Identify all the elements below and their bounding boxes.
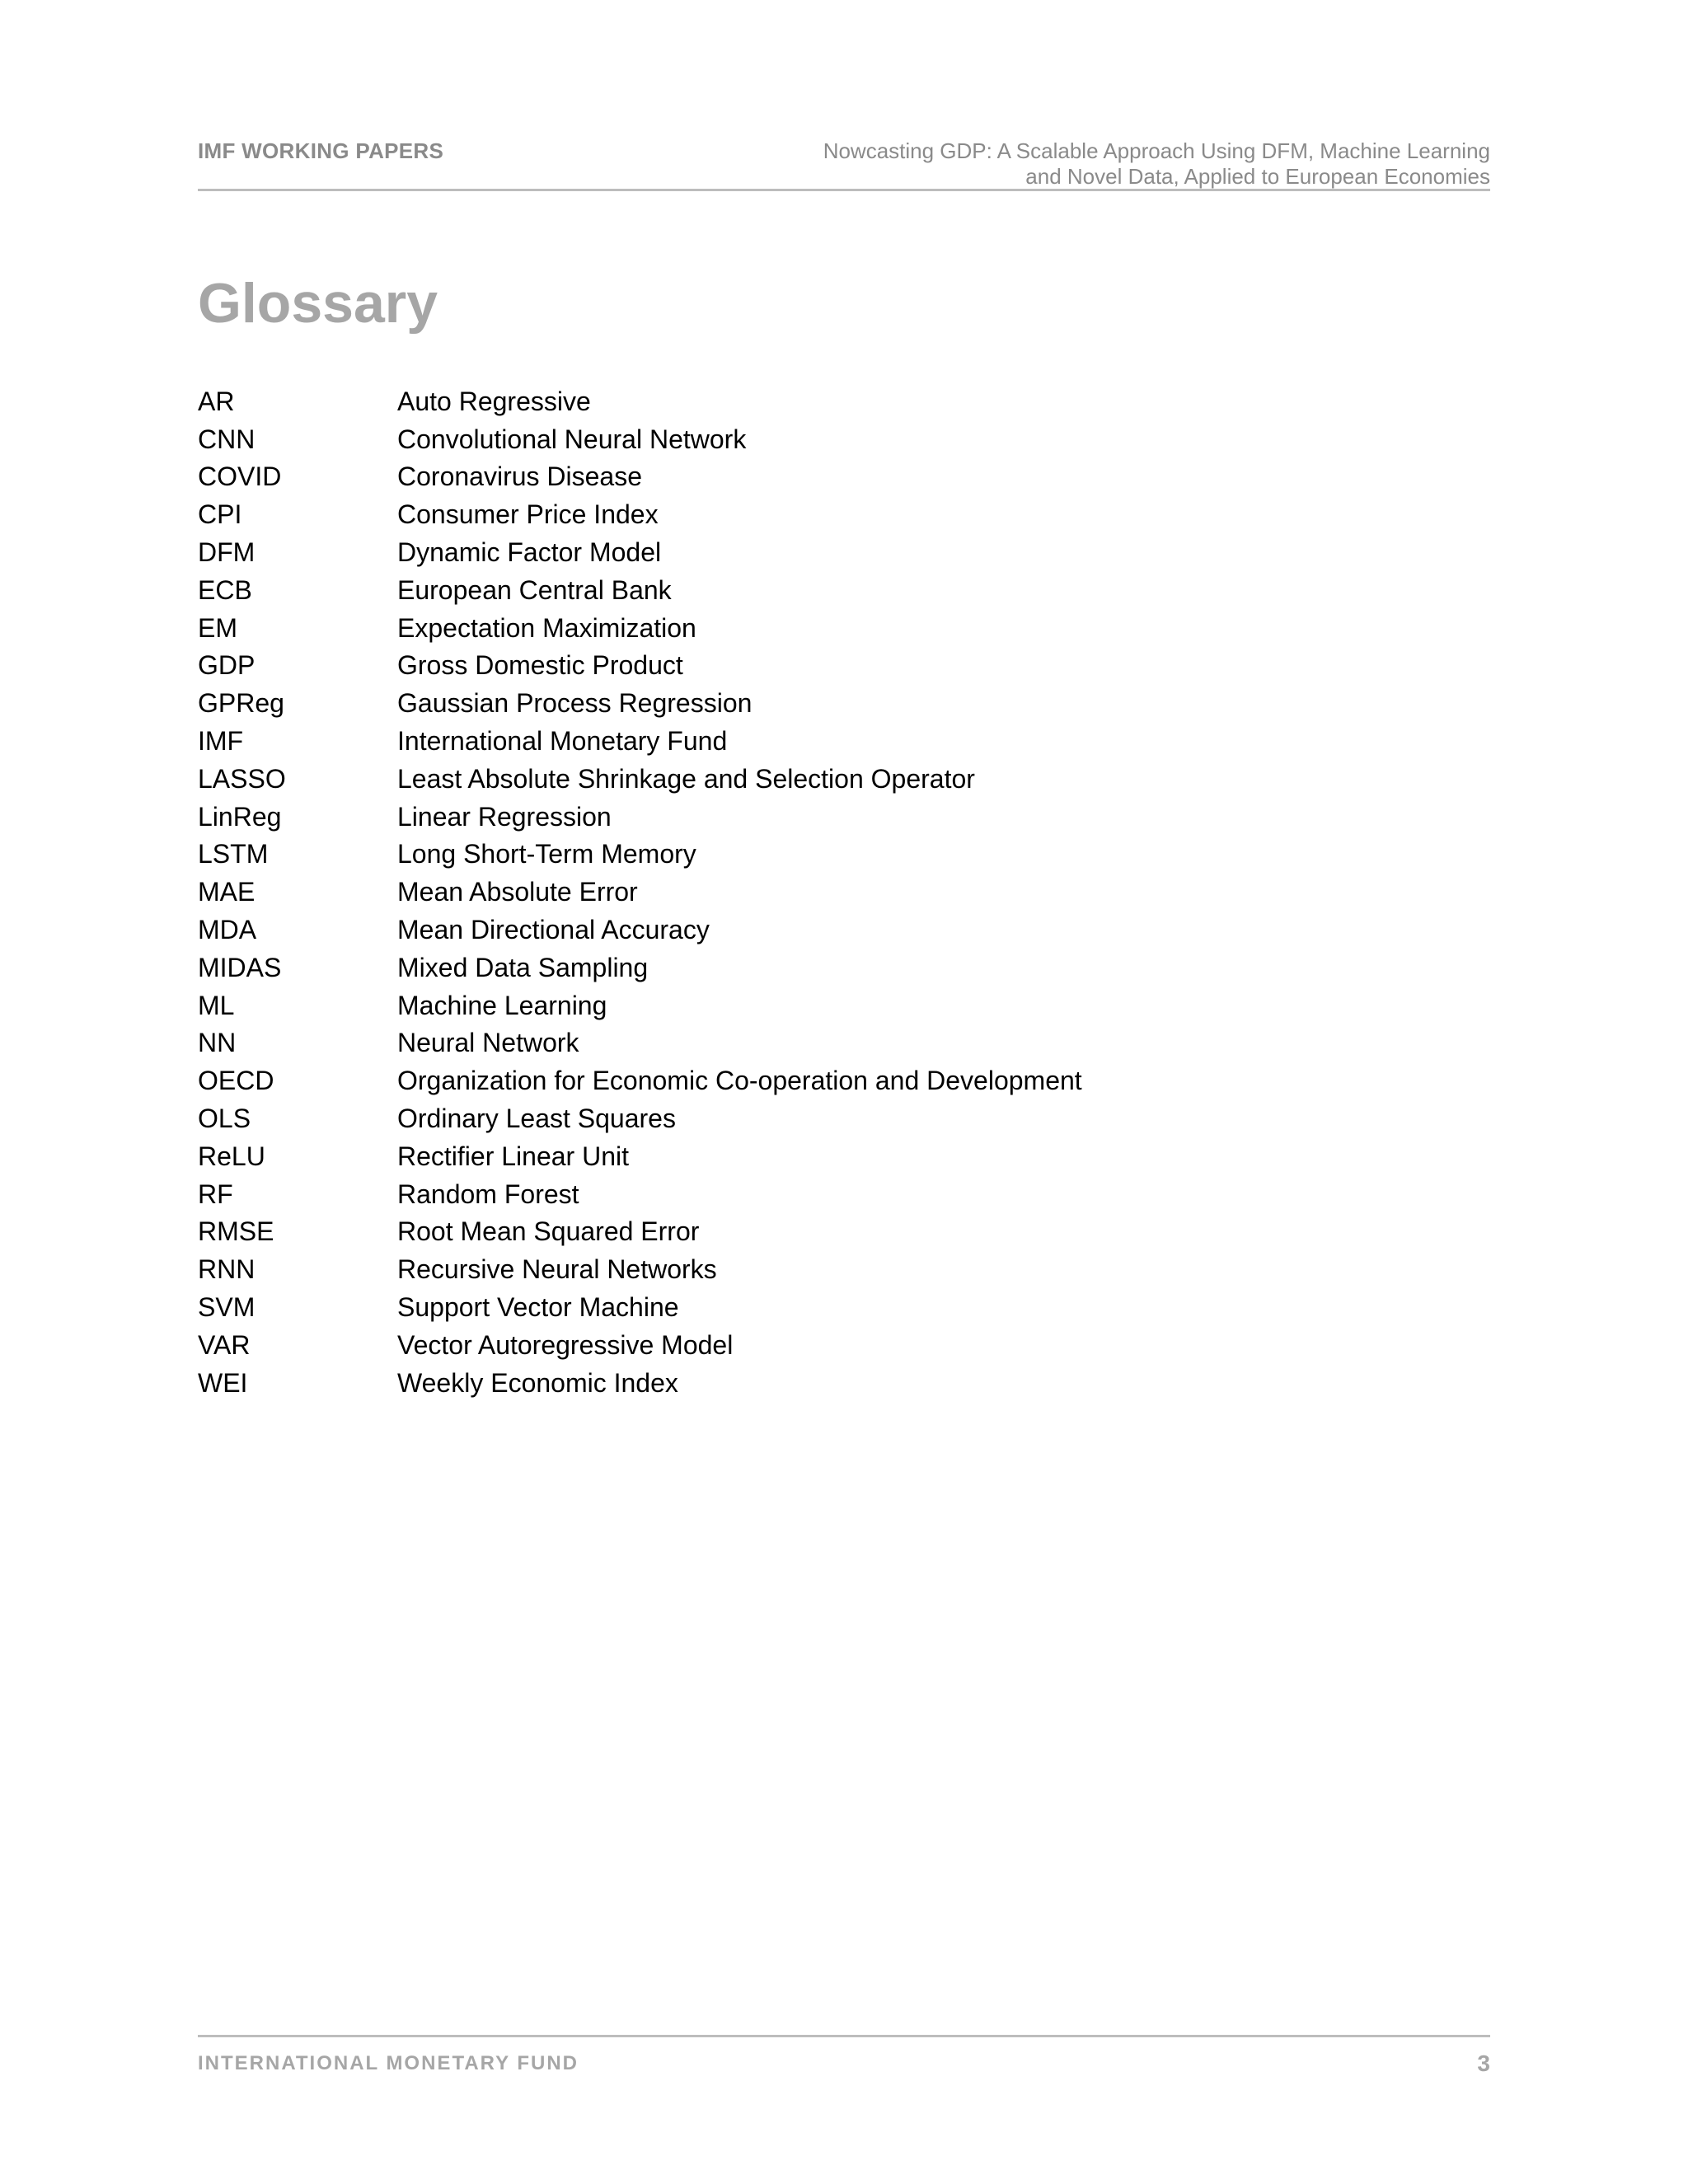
glossary-definition: Rectifier Linear Unit [397,1141,629,1171]
glossary-term: GDP [198,650,256,681]
glossary-term: SVM [198,1292,256,1323]
glossary-definition: Mean Directional Accuracy [397,915,710,945]
glossary-entry [198,1213,1434,1251]
glossary-definition: Convolutional Neural Network [397,424,747,454]
glossary-entry [198,609,1434,647]
glossary-term: RMSE [198,1216,274,1247]
glossary-definition: Gaussian Process Regression [397,688,753,719]
glossary-term: CPI [198,499,242,530]
glossary-definition: Long Short-Term Memory [397,839,696,869]
glossary-entry [198,873,1434,911]
glossary-entry [198,911,1434,949]
glossary-definition: Ordinary Least Squares [397,1104,676,1134]
glossary-entry [198,1024,1434,1062]
glossary-term: MAE [198,877,256,907]
glossary-definition: Machine Learning [397,990,607,1020]
glossary-entry [198,1326,1434,1364]
glossary-term: CNN [198,424,256,454]
header-paper-title-line1: Nowcasting GDP: A Scalable Approach Using DFM, Machine Learning [823,138,1490,163]
footer-divider [198,2035,1490,2037]
glossary-term: EM [198,612,237,643]
glossary-entry [198,382,1434,420]
glossary-entry [198,495,1434,533]
glossary-definition: Consumer Price Index [397,499,659,530]
header-paper-title [666,138,1490,190]
glossary-definition: International Monetary Fund [397,726,728,757]
glossary-entry [198,1175,1434,1213]
glossary-entry [198,1099,1434,1137]
glossary-definition: Support Vector Machine [397,1292,679,1323]
glossary-entry [198,798,1434,836]
glossary-definition: Root Mean Squared Error [397,1216,700,1247]
glossary-list [198,382,1434,1402]
glossary-term: LinReg [198,801,282,832]
glossary-definition: Weekly Economic Index [397,1367,678,1398]
glossary-term: DFM [198,537,256,568]
glossary-term: ECB [198,574,252,605]
glossary-entry [198,1062,1434,1099]
glossary-term: ReLU [198,1141,265,1171]
glossary-definition: Gross Domestic Product [397,650,683,681]
glossary-definition: Least Absolute Shrinkage and Selection Operator [397,763,975,794]
glossary-entry [198,647,1434,685]
glossary-term: IMF [198,726,244,757]
glossary-entry [198,420,1434,458]
glossary-entry [198,1364,1434,1402]
glossary-entry [198,571,1434,609]
glossary-entry [198,533,1434,571]
glossary-definition: Mixed Data Sampling [397,952,649,982]
glossary-term: LASSO [198,763,286,794]
glossary-term: WEI [198,1367,248,1398]
glossary-definition: Vector Autoregressive Model [397,1329,734,1360]
glossary-term: LSTM [198,839,269,869]
glossary-definition: Linear Regression [397,801,612,832]
glossary-term: OECD [198,1066,274,1096]
header-divider [198,189,1490,191]
glossary-definition: Neural Network [397,1028,579,1058]
glossary-entry [198,836,1434,874]
glossary-definition: Auto Regressive [397,386,591,416]
glossary-entry [198,987,1434,1024]
glossary-entry [198,458,1434,496]
glossary-entry [198,1250,1434,1288]
glossary-term: AR [198,386,235,416]
glossary-term: NN [198,1028,237,1058]
page-number: 3 [1477,2050,1490,2076]
glossary-term: COVID [198,462,282,492]
glossary-definition: Coronavirus Disease [397,462,643,492]
glossary-term: RNN [198,1254,256,1285]
glossary-definition: Expectation Maximization [397,612,696,643]
header-paper-title-line2: and Novel Data, Applied to European Economies [1025,164,1490,189]
glossary-term: OLS [198,1104,251,1134]
glossary-term: MDA [198,915,257,945]
glossary-entry [198,722,1434,760]
header-series-label: IMF WORKING PAPERS [198,138,444,163]
glossary-entry [198,760,1434,798]
glossary-definition: Organization for Economic Co-operation and Development [397,1066,1082,1096]
glossary-term: MIDAS [198,952,282,982]
glossary-entry [198,1288,1434,1326]
glossary-term: ML [198,990,235,1020]
glossary-term: VAR [198,1329,251,1360]
glossary-definition: European Central Bank [397,574,672,605]
glossary-definition: Random Forest [397,1179,579,1209]
glossary-definition: Mean Absolute Error [397,877,638,907]
glossary-term: RF [198,1179,233,1209]
footer-organization: INTERNATIONAL MONETARY FUND [198,2052,579,2074]
page-title: Glossary [198,272,438,335]
glossary-definition: Recursive Neural Networks [397,1254,717,1285]
glossary-entry [198,949,1434,987]
glossary-term: GPReg [198,688,284,719]
glossary-entry [198,1137,1434,1175]
glossary-entry [198,684,1434,722]
glossary-definition: Dynamic Factor Model [397,537,662,568]
